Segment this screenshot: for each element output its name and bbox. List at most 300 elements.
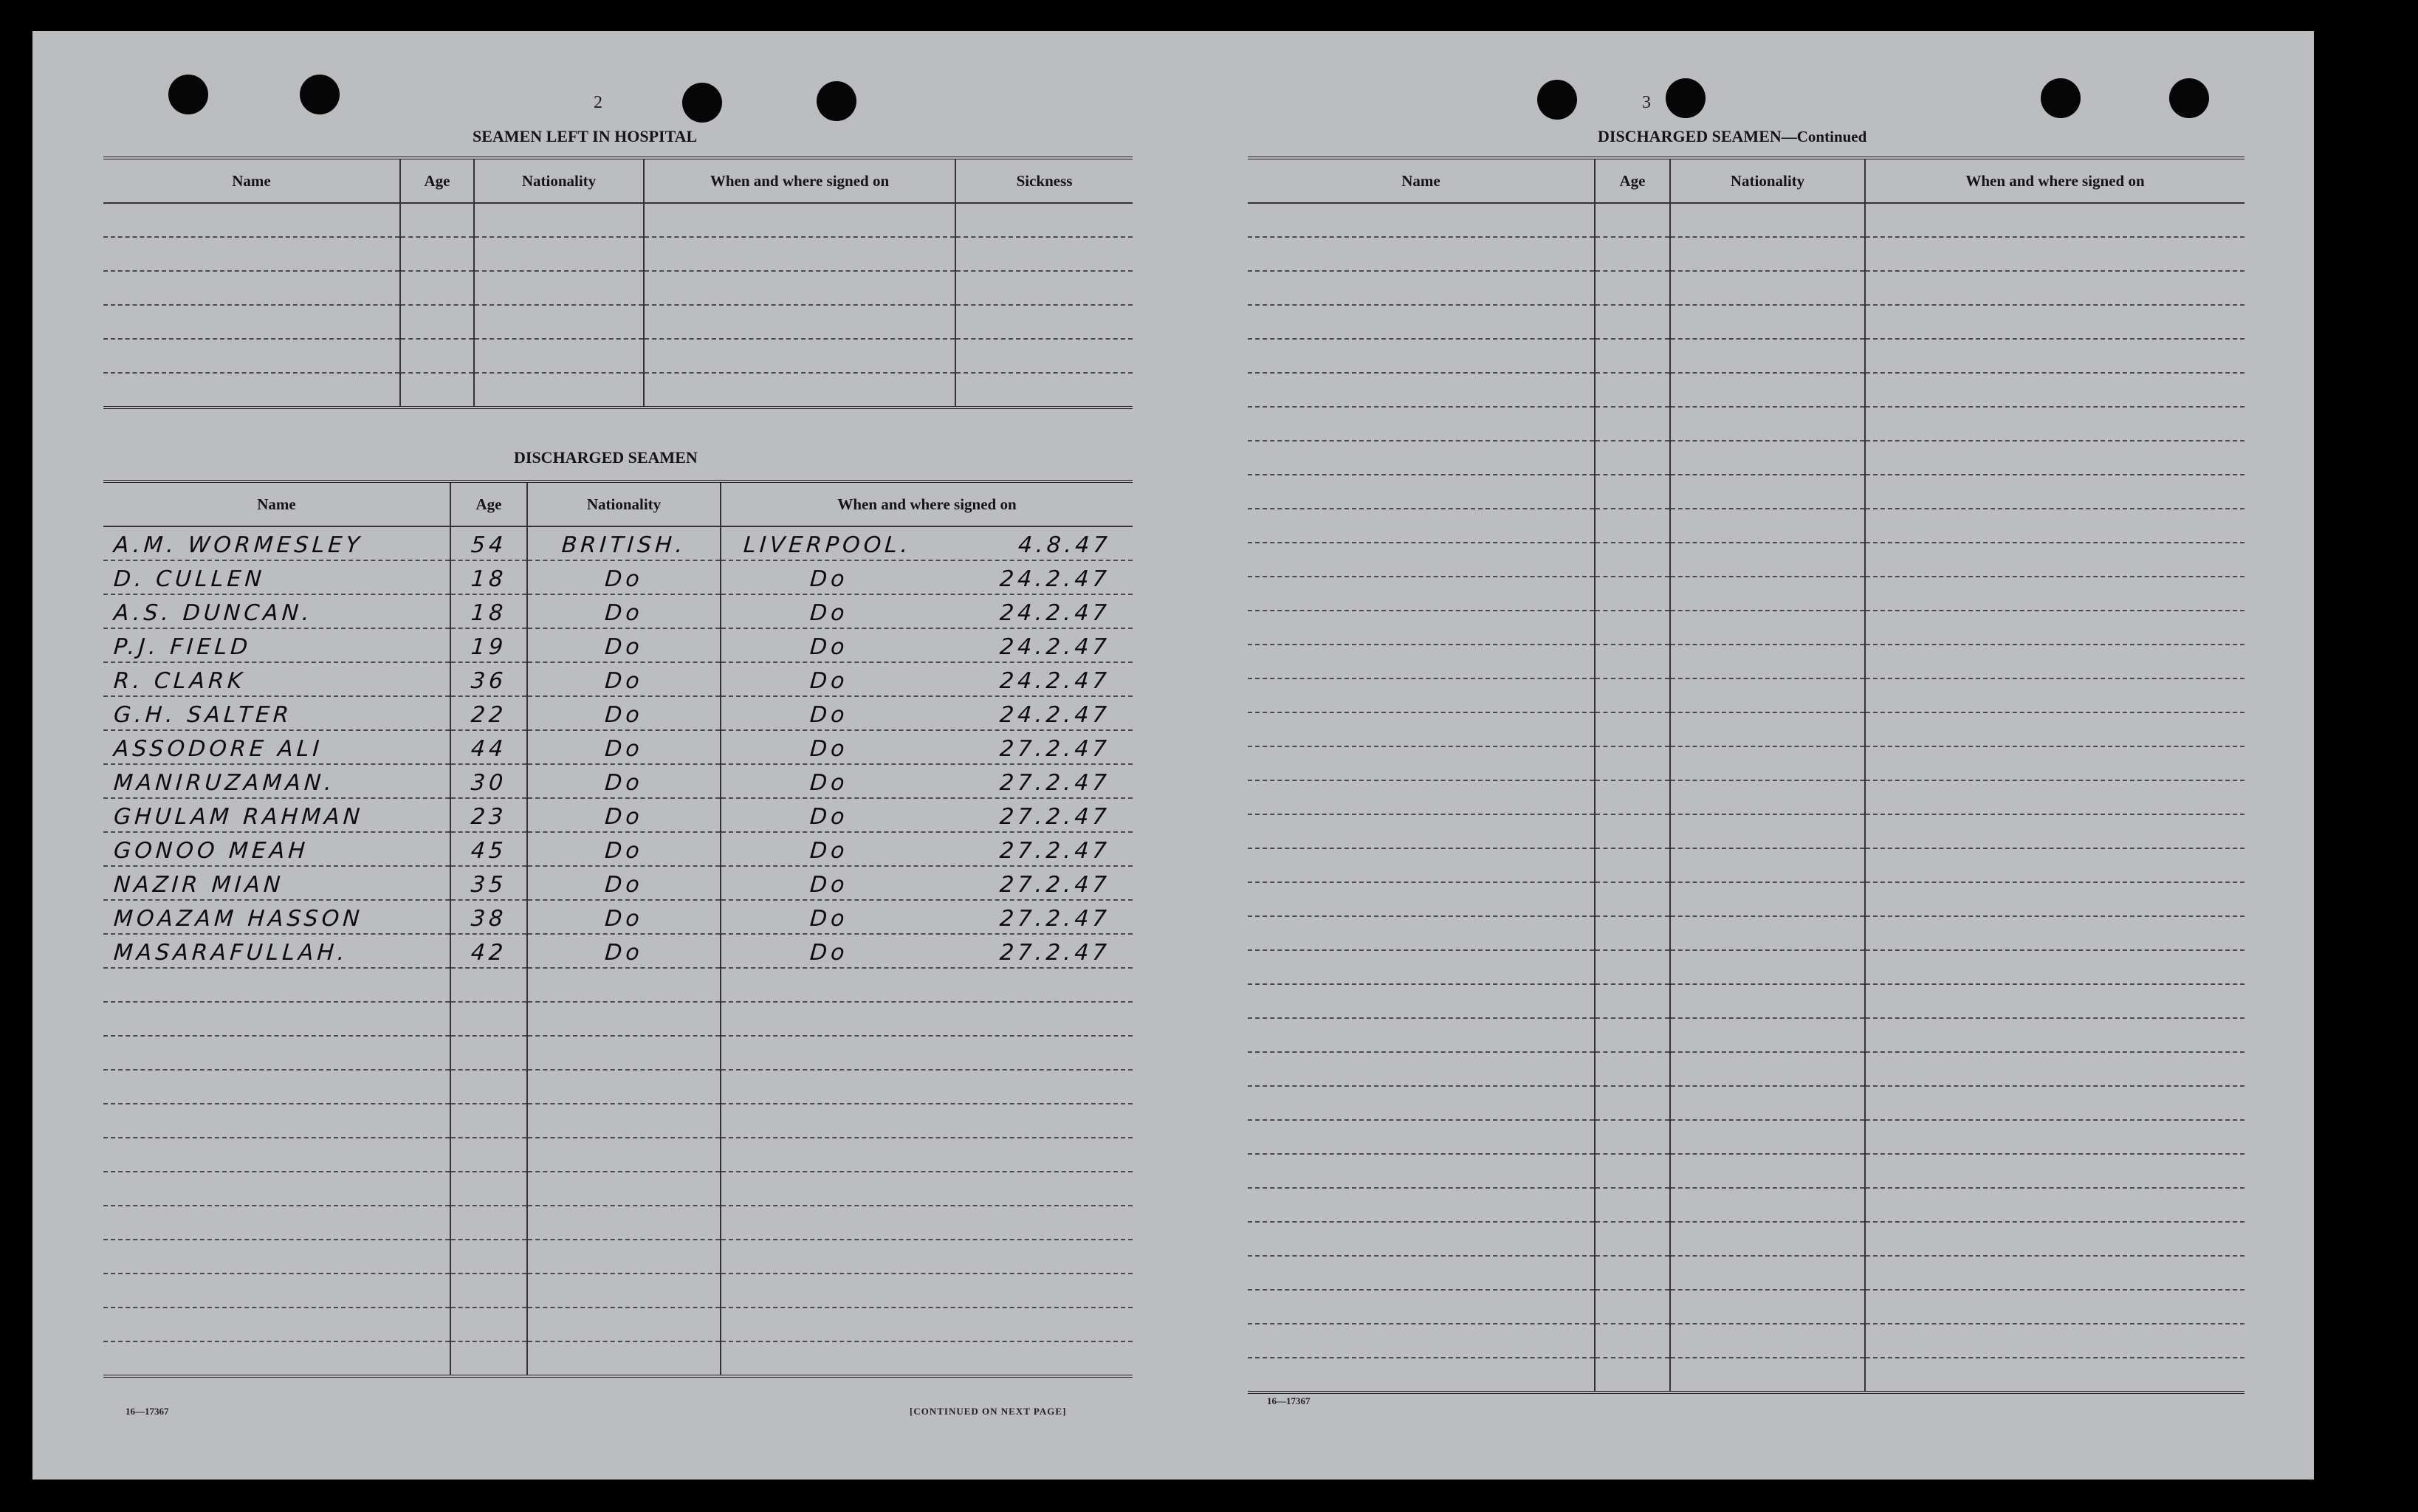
table-row bbox=[1248, 373, 2244, 407]
table-row bbox=[103, 934, 1133, 968]
table-cell bbox=[450, 1138, 527, 1172]
table-cell bbox=[1595, 916, 1670, 950]
table-cell bbox=[721, 662, 1133, 696]
continued-note: [CONTINUED ON NEXT PAGE] bbox=[910, 1406, 1067, 1417]
table-cell bbox=[527, 526, 721, 560]
table-cell bbox=[1595, 780, 1670, 814]
table-cell bbox=[400, 203, 474, 237]
table-cell bbox=[103, 373, 400, 408]
table-cell bbox=[450, 764, 527, 798]
table-row bbox=[103, 1104, 1133, 1138]
table-cell bbox=[527, 1138, 721, 1172]
table-row bbox=[1248, 780, 2244, 814]
seaman-nationality: Do bbox=[604, 770, 644, 796]
table-row bbox=[103, 798, 1133, 832]
scanned-document bbox=[32, 31, 2314, 1480]
seaman-name: MOAZAM HASSON bbox=[112, 906, 364, 932]
table-cell bbox=[450, 1206, 527, 1240]
table-cell bbox=[1595, 1052, 1670, 1086]
table-cell bbox=[644, 373, 955, 408]
table-cell bbox=[527, 900, 721, 934]
seaman-age: 45 bbox=[470, 838, 508, 864]
table-cell bbox=[1865, 916, 2244, 950]
table-cell bbox=[1248, 577, 1595, 611]
signed-on-place: Do bbox=[808, 770, 849, 796]
table-row bbox=[1248, 1290, 2244, 1324]
table-row bbox=[1248, 712, 2244, 746]
table-row bbox=[1248, 543, 2244, 577]
table-row bbox=[103, 730, 1133, 764]
table-cell bbox=[1595, 712, 1670, 746]
table-row bbox=[103, 526, 1133, 560]
table-cell bbox=[1595, 339, 1670, 373]
seaman-name: D. CULLEN bbox=[112, 566, 267, 592]
table-cell bbox=[527, 730, 721, 764]
table-row bbox=[1248, 577, 2244, 611]
table-cell bbox=[527, 1070, 721, 1104]
table-cell bbox=[474, 237, 644, 271]
table-cell bbox=[1670, 441, 1865, 475]
table-cell bbox=[1595, 407, 1670, 441]
table-cell bbox=[103, 1206, 450, 1240]
table-row bbox=[103, 1138, 1133, 1172]
signed-on-date: 27.2.47 bbox=[999, 872, 1112, 898]
table-cell bbox=[450, 526, 527, 560]
table-cell bbox=[1865, 373, 2244, 407]
table-cell bbox=[1865, 950, 2244, 984]
seaman-name: G.H. SALTER bbox=[112, 702, 294, 728]
table-cell bbox=[103, 1307, 450, 1341]
table-row bbox=[1248, 882, 2244, 916]
hospital-section-title: SEAMEN LEFT IN HOSPITAL bbox=[473, 127, 698, 145]
table-cell bbox=[955, 373, 1133, 408]
table-cell bbox=[527, 1341, 721, 1376]
table-cell bbox=[1595, 543, 1670, 577]
table-cell bbox=[527, 662, 721, 696]
table-cell bbox=[1595, 577, 1670, 611]
table-row bbox=[1248, 645, 2244, 678]
table-row bbox=[103, 560, 1133, 594]
table-cell bbox=[103, 1070, 450, 1104]
table-cell bbox=[1248, 950, 1595, 984]
column-header-name: Name bbox=[103, 481, 450, 526]
table-cell bbox=[1248, 441, 1595, 475]
table-cell bbox=[1865, 543, 2244, 577]
binder-hole bbox=[1666, 78, 1706, 118]
table-cell bbox=[1865, 305, 2244, 339]
table-cell bbox=[1248, 1358, 1595, 1392]
table-cell bbox=[1670, 1018, 1865, 1052]
signed-on-date: 24.2.47 bbox=[999, 566, 1112, 592]
table-cell bbox=[955, 339, 1133, 373]
table-cell bbox=[1865, 1154, 2244, 1188]
table-cell bbox=[1248, 645, 1595, 678]
table-cell bbox=[721, 1206, 1133, 1240]
table-row bbox=[1248, 1018, 2244, 1052]
table-cell bbox=[474, 305, 644, 339]
table-cell bbox=[450, 1307, 527, 1341]
table-cell bbox=[1595, 475, 1670, 509]
table-cell bbox=[1865, 1086, 2244, 1120]
table-row bbox=[1248, 1120, 2244, 1154]
table-cell bbox=[103, 1104, 450, 1138]
signed-on-cell bbox=[721, 939, 1133, 967]
table-cell bbox=[1595, 645, 1670, 678]
table-cell bbox=[721, 594, 1133, 628]
signed-on-place: Do bbox=[808, 668, 849, 694]
table-cell bbox=[1865, 1188, 2244, 1222]
table-row bbox=[1248, 1358, 2244, 1392]
table-cell bbox=[721, 1002, 1133, 1036]
table-cell bbox=[103, 271, 400, 305]
table-cell bbox=[103, 1002, 450, 1036]
table-row bbox=[103, 968, 1133, 1002]
table-cell bbox=[1595, 373, 1670, 407]
table-cell bbox=[103, 237, 400, 271]
seaman-nationality: Do bbox=[604, 804, 644, 830]
table-cell bbox=[450, 560, 527, 594]
seaman-name: ASSODORE ALI bbox=[112, 736, 324, 762]
table-cell bbox=[1865, 1018, 2244, 1052]
column-header-name: Name bbox=[103, 158, 400, 203]
table-cell bbox=[1865, 678, 2244, 712]
seaman-nationality: Do bbox=[604, 668, 644, 694]
binder-hole bbox=[2041, 78, 2081, 118]
discharged-continued-table bbox=[1248, 157, 2244, 1394]
table-cell bbox=[1248, 1018, 1595, 1052]
table-cell bbox=[1670, 1154, 1865, 1188]
signed-on-date: 27.2.47 bbox=[999, 736, 1112, 762]
seaman-age: 23 bbox=[470, 804, 508, 830]
table-cell bbox=[721, 1036, 1133, 1070]
table-cell bbox=[644, 271, 955, 305]
table-cell bbox=[450, 730, 527, 764]
table-cell bbox=[1670, 848, 1865, 882]
signed-on-place: Do bbox=[808, 736, 849, 762]
signed-on-cell bbox=[721, 905, 1133, 933]
table-cell bbox=[1865, 339, 2244, 373]
table-cell bbox=[1595, 1324, 1670, 1358]
signed-on-date: 24.2.47 bbox=[999, 668, 1112, 694]
table-cell bbox=[103, 968, 450, 1002]
table-cell bbox=[450, 934, 527, 968]
table-row bbox=[103, 696, 1133, 730]
table-cell bbox=[1248, 271, 1595, 305]
table-cell bbox=[1248, 848, 1595, 882]
table-cell bbox=[450, 1341, 527, 1376]
table-cell bbox=[1670, 407, 1865, 441]
table-cell bbox=[721, 1104, 1133, 1138]
table-cell bbox=[450, 1240, 527, 1274]
signed-on-date: 24.2.47 bbox=[999, 702, 1112, 728]
table-cell bbox=[103, 1138, 450, 1172]
table-row bbox=[103, 1307, 1133, 1341]
table-row bbox=[1248, 916, 2244, 950]
table-cell bbox=[1248, 814, 1595, 848]
table-cell bbox=[103, 866, 450, 900]
table-cell bbox=[450, 1070, 527, 1104]
signed-on-date: 27.2.47 bbox=[999, 838, 1112, 864]
table-cell bbox=[103, 560, 450, 594]
table-cell bbox=[1670, 577, 1865, 611]
table-row bbox=[1248, 1154, 2244, 1188]
table-cell bbox=[103, 305, 400, 339]
table-cell bbox=[1865, 237, 2244, 271]
seaman-age: 35 bbox=[470, 872, 508, 898]
table-cell bbox=[721, 1172, 1133, 1206]
table-cell bbox=[721, 1274, 1133, 1307]
table-cell bbox=[1865, 441, 2244, 475]
table-cell bbox=[1248, 1222, 1595, 1256]
table-cell bbox=[1670, 271, 1865, 305]
seaman-nationality: Do bbox=[604, 736, 644, 762]
table-row bbox=[1248, 848, 2244, 882]
table-cell bbox=[1595, 984, 1670, 1018]
signed-on-place: Do bbox=[808, 838, 849, 864]
table-cell bbox=[1595, 1154, 1670, 1188]
seaman-name: GONOO MEAH bbox=[112, 838, 310, 864]
table-cell bbox=[1865, 407, 2244, 441]
table-cell bbox=[1248, 611, 1595, 645]
table-cell bbox=[1670, 1188, 1865, 1222]
table-cell bbox=[1595, 1256, 1670, 1290]
table-cell bbox=[103, 832, 450, 866]
table-cell bbox=[400, 373, 474, 408]
table-cell bbox=[1248, 1120, 1595, 1154]
table-cell bbox=[1595, 305, 1670, 339]
signed-on-place: Do bbox=[808, 702, 849, 728]
seaman-nationality: Do bbox=[604, 634, 644, 660]
table-cell bbox=[103, 1274, 450, 1307]
seaman-age: 22 bbox=[470, 702, 508, 728]
table-cell bbox=[1670, 1120, 1865, 1154]
table-cell bbox=[1670, 1324, 1865, 1358]
table-row bbox=[103, 271, 1133, 305]
table-cell bbox=[955, 305, 1133, 339]
table-cell bbox=[1670, 203, 1865, 237]
table-cell bbox=[527, 1206, 721, 1240]
table-cell bbox=[1595, 1188, 1670, 1222]
table-cell bbox=[1248, 984, 1595, 1018]
table-cell bbox=[1595, 1358, 1670, 1392]
table-cell bbox=[1248, 475, 1595, 509]
table-cell bbox=[1670, 712, 1865, 746]
table-cell bbox=[1595, 678, 1670, 712]
signed-on-date: 24.2.47 bbox=[999, 634, 1112, 660]
table-row bbox=[1248, 475, 2244, 509]
table-cell bbox=[1248, 373, 1595, 407]
table-cell bbox=[527, 934, 721, 968]
table-cell bbox=[474, 373, 644, 408]
table-cell bbox=[103, 696, 450, 730]
seaman-age: 19 bbox=[470, 634, 508, 660]
column-header-age: Age bbox=[400, 158, 474, 203]
table-cell bbox=[1248, 712, 1595, 746]
table-cell bbox=[721, 696, 1133, 730]
table-row bbox=[1248, 509, 2244, 543]
seaman-age: 44 bbox=[470, 736, 508, 762]
table-cell bbox=[721, 1240, 1133, 1274]
table-cell bbox=[527, 1240, 721, 1274]
table-cell bbox=[1595, 1018, 1670, 1052]
table-cell bbox=[450, 1274, 527, 1307]
table-cell bbox=[527, 1002, 721, 1036]
table-cell bbox=[450, 1002, 527, 1036]
table-cell bbox=[400, 339, 474, 373]
table-cell bbox=[474, 339, 644, 373]
seaman-name: A.S. DUNCAN. bbox=[112, 600, 314, 626]
table-cell bbox=[1670, 509, 1865, 543]
binder-hole bbox=[300, 75, 340, 114]
signed-on-cell bbox=[721, 735, 1133, 763]
table-cell bbox=[1595, 611, 1670, 645]
table-cell bbox=[721, 560, 1133, 594]
table-row bbox=[1248, 1222, 2244, 1256]
table-row bbox=[103, 662, 1133, 696]
table-row bbox=[1248, 441, 2244, 475]
signed-on-place: Do bbox=[808, 872, 849, 898]
table-cell bbox=[400, 237, 474, 271]
table-row bbox=[103, 305, 1133, 339]
table-cell bbox=[1670, 1052, 1865, 1086]
seaman-name: P.J. FIELD bbox=[112, 634, 253, 660]
table-cell bbox=[721, 1341, 1133, 1376]
table-row bbox=[103, 1172, 1133, 1206]
seaman-age: 36 bbox=[470, 668, 508, 694]
column-header-name: Name bbox=[1248, 158, 1595, 203]
column-header-nationality: Nationality bbox=[1670, 158, 1865, 203]
table-cell bbox=[1595, 1222, 1670, 1256]
signed-on-cell bbox=[721, 532, 1133, 560]
table-row bbox=[103, 1341, 1133, 1376]
table-cell bbox=[1670, 1086, 1865, 1120]
table-cell bbox=[527, 798, 721, 832]
table-cell bbox=[1248, 339, 1595, 373]
table-row bbox=[1248, 984, 2244, 1018]
discharged-table bbox=[103, 480, 1133, 1378]
seaman-nationality: Do bbox=[604, 566, 644, 592]
seaman-age: 38 bbox=[470, 906, 508, 932]
table-cell bbox=[721, 628, 1133, 662]
table-cell bbox=[1670, 611, 1865, 645]
signed-on-date: 4.8.47 bbox=[1017, 532, 1112, 558]
seaman-age: 54 bbox=[470, 532, 508, 558]
table-cell bbox=[1670, 678, 1865, 712]
table-cell bbox=[1595, 882, 1670, 916]
seaman-age: 18 bbox=[470, 566, 508, 592]
table-cell bbox=[527, 866, 721, 900]
table-row bbox=[103, 1036, 1133, 1070]
column-header-signed-on: When and where signed on bbox=[1865, 158, 2244, 203]
table-row bbox=[103, 866, 1133, 900]
page-number: 2 bbox=[594, 93, 602, 112]
discharged-continued-header bbox=[1248, 158, 2244, 203]
table-cell bbox=[721, 730, 1133, 764]
table-cell bbox=[721, 798, 1133, 832]
signed-on-place: Do bbox=[808, 634, 849, 660]
table-cell bbox=[527, 968, 721, 1002]
table-cell bbox=[721, 1138, 1133, 1172]
table-cell bbox=[400, 271, 474, 305]
signed-on-date: 27.2.47 bbox=[999, 804, 1112, 830]
signed-on-place: Do bbox=[808, 906, 849, 932]
section-title-text: DISCHARGED SEAMEN bbox=[1598, 127, 1782, 145]
table-cell bbox=[450, 594, 527, 628]
table-cell bbox=[1595, 237, 1670, 271]
table-cell bbox=[1865, 780, 2244, 814]
seaman-name: R. CLARK bbox=[112, 668, 247, 694]
table-row bbox=[103, 628, 1133, 662]
seaman-nationality: Do bbox=[604, 702, 644, 728]
table-cell bbox=[103, 730, 450, 764]
table-row bbox=[1248, 611, 2244, 645]
table-cell bbox=[1670, 882, 1865, 916]
seaman-nationality: BRITISH. bbox=[560, 532, 687, 558]
table-cell bbox=[1670, 305, 1865, 339]
table-row bbox=[1248, 678, 2244, 712]
table-cell bbox=[527, 1104, 721, 1138]
seaman-nationality: Do bbox=[604, 838, 644, 864]
table-row bbox=[103, 594, 1133, 628]
table-cell bbox=[527, 594, 721, 628]
table-row bbox=[103, 339, 1133, 373]
column-header-age: Age bbox=[450, 481, 527, 526]
table-row bbox=[103, 832, 1133, 866]
table-cell bbox=[1865, 712, 2244, 746]
table-cell bbox=[103, 339, 400, 373]
table-cell bbox=[1248, 1086, 1595, 1120]
discharged-section-title: DISCHARGED SEAMEN bbox=[514, 448, 698, 467]
seaman-nationality: Do bbox=[604, 872, 644, 898]
table-cell bbox=[721, 900, 1133, 934]
table-cell bbox=[1248, 746, 1595, 780]
table-cell bbox=[1670, 780, 1865, 814]
table-cell bbox=[1595, 848, 1670, 882]
table-cell bbox=[103, 1341, 450, 1376]
table-cell bbox=[1595, 746, 1670, 780]
table-cell bbox=[1670, 950, 1865, 984]
table-cell bbox=[1865, 1120, 2244, 1154]
hospital-table bbox=[103, 157, 1133, 409]
table-cell bbox=[1248, 1324, 1595, 1358]
table-row bbox=[1248, 814, 2244, 848]
table-cell bbox=[450, 628, 527, 662]
table-cell bbox=[644, 305, 955, 339]
signed-on-cell bbox=[721, 701, 1133, 729]
binder-hole bbox=[2169, 78, 2209, 118]
table-cell bbox=[721, 934, 1133, 968]
discharged-continued-title bbox=[1598, 127, 1866, 146]
table-cell bbox=[644, 203, 955, 237]
table-cell bbox=[1248, 203, 1595, 237]
signed-on-date: 27.2.47 bbox=[999, 770, 1112, 796]
table-cell bbox=[1595, 203, 1670, 237]
table-row bbox=[1248, 1324, 2244, 1358]
table-cell bbox=[1670, 1222, 1865, 1256]
table-cell bbox=[1670, 645, 1865, 678]
table-cell bbox=[1670, 543, 1865, 577]
table-cell bbox=[1595, 509, 1670, 543]
table-row bbox=[1248, 203, 2244, 237]
table-cell bbox=[1865, 984, 2244, 1018]
table-cell bbox=[1595, 271, 1670, 305]
table-row bbox=[103, 1002, 1133, 1036]
seaman-nationality: Do bbox=[604, 600, 644, 626]
table-cell bbox=[1595, 441, 1670, 475]
table-row bbox=[1248, 746, 2244, 780]
table-row bbox=[103, 764, 1133, 798]
table-cell bbox=[1248, 916, 1595, 950]
